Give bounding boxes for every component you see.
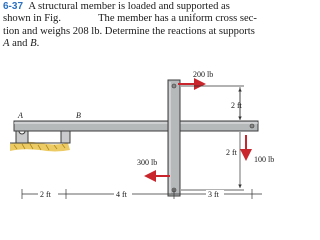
- problem-text-4c: B: [30, 38, 37, 50]
- problem-text-4b: and: [9, 38, 31, 50]
- problem-text-2b: The member has a uniform cross sec-: [98, 13, 257, 25]
- problem-text-4d: .: [36, 38, 40, 50]
- problem-text-2a: shown in Fig.: [3, 13, 61, 25]
- load-200-label: 200 lb: [193, 70, 214, 79]
- pin-top: [172, 84, 176, 88]
- point-a-label: A: [18, 111, 23, 120]
- load-300-label: 300 lb: [137, 158, 158, 167]
- dim-bottom-mid: 4 ft: [116, 190, 127, 199]
- problem-text-4a: A: [3, 38, 10, 50]
- problem-text-1: A structural member is loaded and supported as: [28, 1, 230, 12]
- problem-text-3: tion and weighs 208 lb. Determine the reactions at supports: [3, 25, 255, 37]
- dim-vertical-upper: 2 ft: [231, 101, 242, 110]
- load-100-label: 100 lb: [254, 155, 275, 164]
- dim-bottom-left: 2 ft: [40, 190, 51, 199]
- point-b-label: B: [76, 111, 81, 120]
- problem-number: 6-37: [3, 1, 24, 12]
- pin-right: [250, 124, 254, 128]
- dim-vertical-lower: 2 ft: [226, 148, 237, 157]
- support-b: [61, 131, 70, 143]
- dim-bottom-right: 3 ft: [208, 190, 219, 199]
